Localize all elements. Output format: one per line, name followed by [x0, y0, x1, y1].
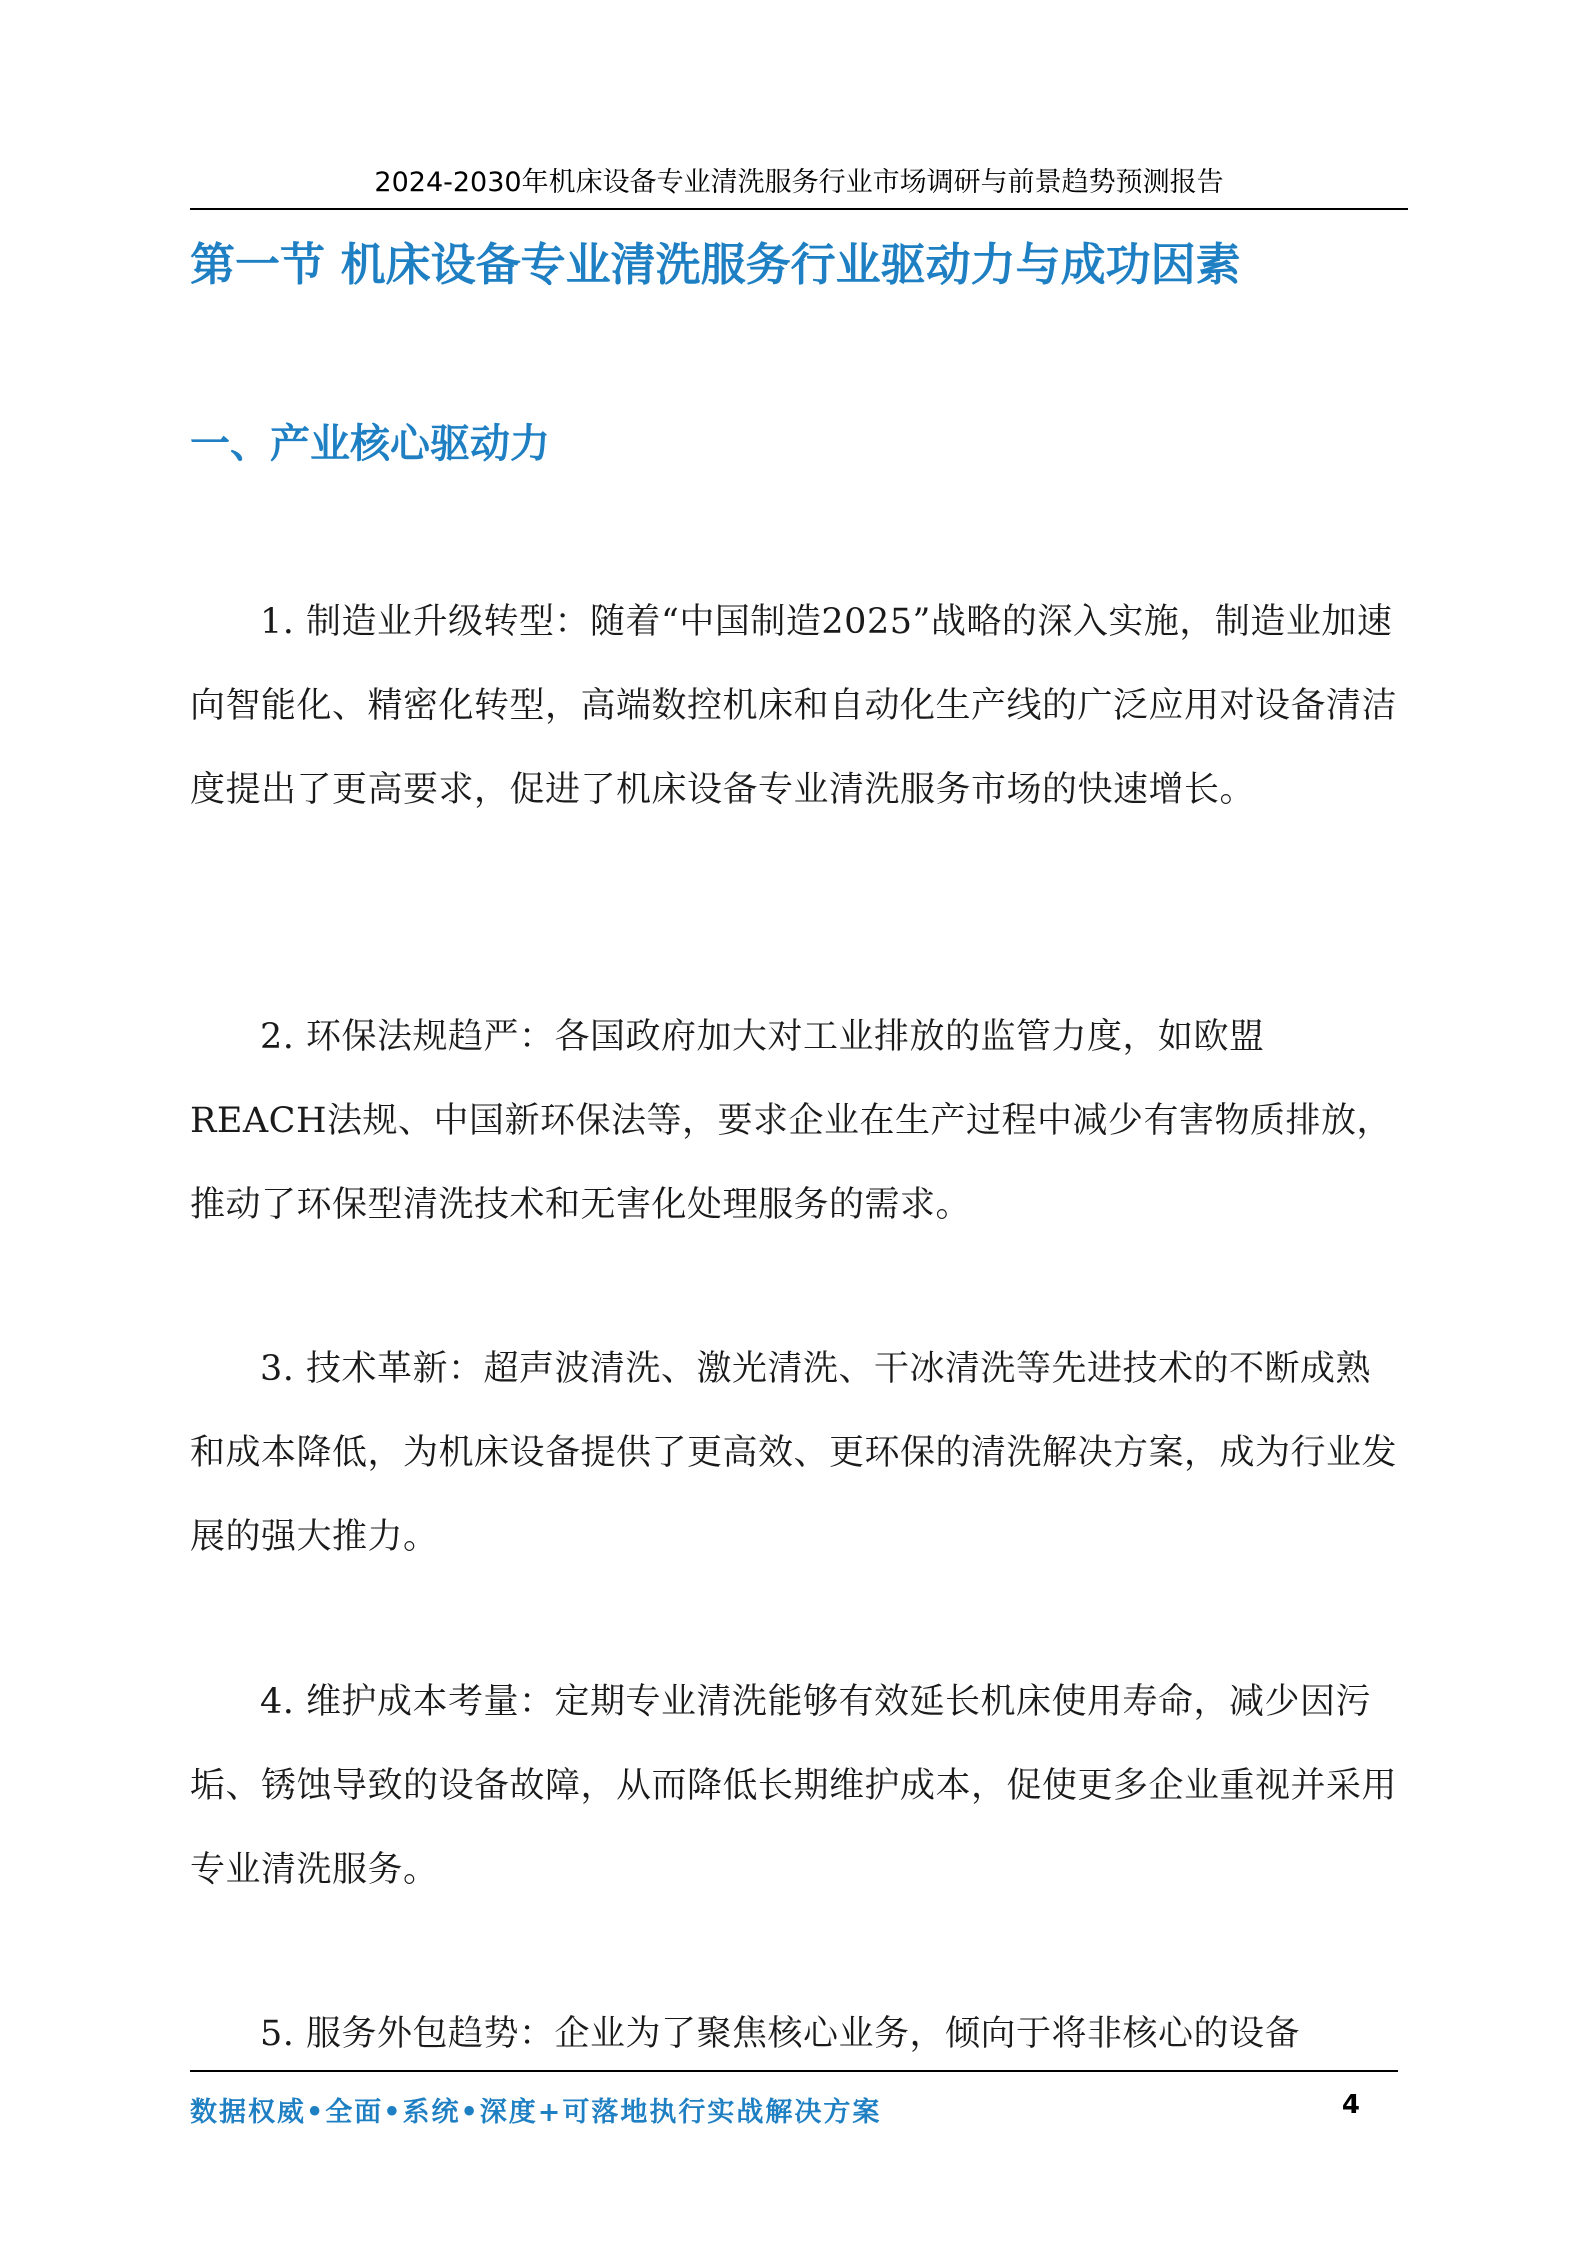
paragraph-3: 3. 技术革新：超声波清洗、激光清洗、干冰清洗等先进技术的不断成熟和成本降低，为机床设备提供了更高效、更环保的清洗解决方案，成为行业发展的强大推力。 [190, 1349, 1398, 1557]
page-number: 4 [1341, 2090, 1360, 2120]
header-divider [190, 208, 1408, 210]
section-title: 第一节 机床设备专业清洗服务行业驱动力与成功因素 [190, 238, 1241, 291]
paragraph-4: 4. 维护成本考量：定期专业清洗能够有效延长机床使用寿命，减少因污垢、锈蚀导致的设备故障，从而降低长期维护成本，促使更多企业重视并采用专业清洗服务。 [190, 1682, 1398, 1890]
subsection-title: 一、产业核心驱动力 [190, 421, 550, 467]
footer-divider [190, 2070, 1398, 2072]
report-header-title: 2024-2030年机床设备专业清洗服务行业市场调研与前景趋势预测报告 [374, 167, 1224, 198]
footer-slogan: 数据权威•全面•系统•深度+可落地执行实战解决方案 [190, 2097, 882, 2128]
paragraph-5: 5. 服务外包趋势：企业为了聚焦核心业务，倾向于将非核心的设备 [260, 2014, 1301, 2054]
paragraph-1: 1. 制造业升级转型：随着“中国制造2025”战略的深入实施，制造业加速向智能化、精密化转型，高端数控机床和自动化生产线的广泛应用对设备清洁度提出了更高要求，促进了机床设备专业清洗服务市场的快速增长。 [190, 602, 1398, 810]
paragraph-2: 2. 环保法规趋严：各国政府加大对工业排放的监管力度，如欧盟REACH法规、中国新环保法等，要求企业在生产过程中减少有害物质排放，推动了环保型清洗技术和无害化处理服务的需求。 [190, 1017, 1392, 1225]
